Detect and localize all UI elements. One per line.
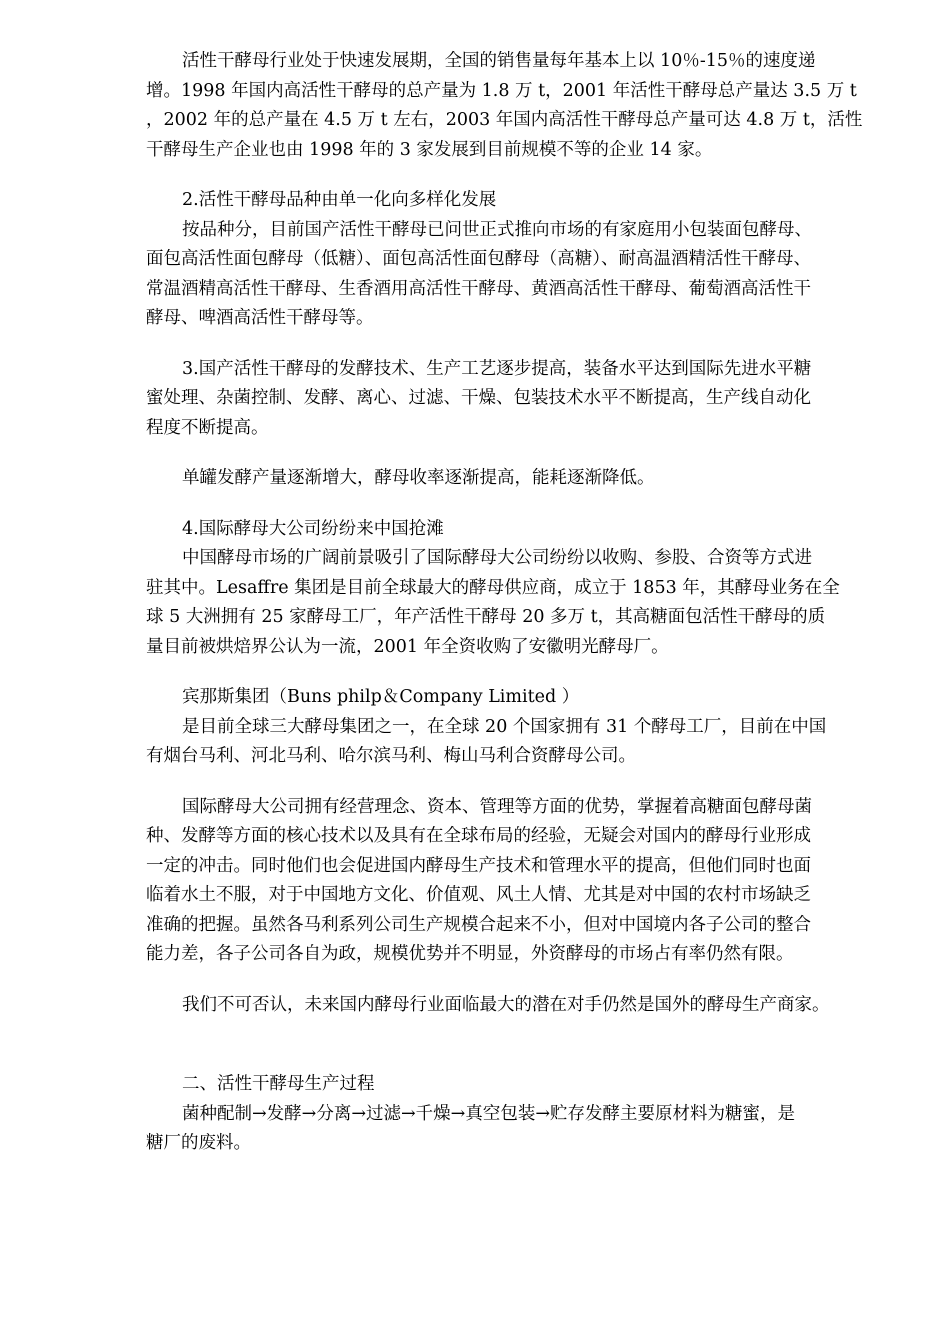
heading-international: 4.国际酵母大公司纷纷来中国抢滩 bbox=[182, 518, 444, 539]
text-line: 种、发酵等方面的核心技术以及具有在全球布局的经验，无疑会对国内的酵母行业形成 bbox=[146, 826, 811, 846]
text-line: 3.国产活性干酵母的发酵技术、生产工艺逐步提高，装备水平达到国际先进水平糖 bbox=[182, 358, 812, 379]
paragraph-industry-growth bbox=[146, 47, 886, 165]
paragraph-gap bbox=[146, 494, 886, 515]
text-line: 面包高活性面包酵母（低糖）、面包高活性面包酵母（高糖）、耐高温酒精活性干酵母、 bbox=[146, 249, 811, 269]
text-line: 能力差，各子公司各自为政，规模优势并不明显，外资酵母的市场占有率仍然有限。 bbox=[146, 944, 794, 964]
text-line: ，2002 年的总产量在 4.5 万 t 左右，2003 年国内高活性干酵母总产量可达 4.8 万 t，活性 bbox=[146, 110, 863, 130]
text-line: 准确的把握。虽然各马利系列公司生产规模合起来不小，但对中国境内各子公司的整合 bbox=[146, 914, 811, 935]
paragraph-gap bbox=[146, 334, 886, 355]
text-line: 球 5 大洲拥有 25 家酵母工厂，年产活性干酵母 20 多万 t，其高糖面包活性干酵母的质 bbox=[146, 607, 826, 627]
text-line: 中国酵母市场的广阔前景吸引了国际酵母大公司纷纷以收购、参股、合资等方式进 bbox=[182, 548, 812, 568]
text-line: 蜜处理、杂菌控制、发酵、离心、过滤、干燥、包装技术水平不断提高，生产线自动化 bbox=[146, 388, 811, 408]
text-line: 干酵母生产企业也由 1998 年的 3 家发展到目前规模不等的企业 14 家。 bbox=[146, 139, 713, 160]
heading-burns-philp: 宾那斯集团（Buns philp＆Company Limited ） bbox=[182, 687, 580, 707]
text-line: 一定的冲击。同时他们也会促进国内酵母生产技术和管理水平的提高，但他们同时也面 bbox=[146, 855, 811, 876]
paragraph-lesaffre bbox=[146, 544, 886, 662]
paragraph-gap bbox=[146, 970, 886, 991]
paragraph-gap bbox=[146, 443, 886, 464]
text-line: 有烟台马利、河北马利、哈尔滨马利、梅山马利合资酵母公司。 bbox=[146, 746, 636, 766]
paragraph-gap bbox=[146, 662, 886, 683]
text-line: 常温酒精高活性干酵母、生香酒用高活性干酵母、黄酒高活性干酵母、葡萄酒高活性干 bbox=[146, 278, 811, 299]
paragraph-conclusion: 我们不可否认，未来国内酵母行业面临最大的潜在对手仍然是国外的酵母生产商家。 bbox=[182, 994, 830, 1015]
text-line: 是目前全球三大酵母集团之一，在全球 20 个国家拥有 31 个酵母工厂，目前在中国 bbox=[182, 716, 827, 737]
text-line: 按品种分，目前国产活性干酵母已问世正式推向市场的有家庭用小包装面包酵母、 bbox=[182, 219, 812, 240]
text-line: 菌种配制→发酵→分离→过滤→千燥→真空包装→贮存发酵主要原材料为糖蜜，是 bbox=[182, 1103, 795, 1124]
paragraph-gap bbox=[146, 772, 886, 793]
text-line: 糖厂的废料。 bbox=[146, 1133, 251, 1153]
text-line: 增。1998 年国内高活性干酵母的总产量为 1.8 万 t，2001 年活性干酵母总产量达 3.5 万 t bbox=[146, 80, 857, 101]
paragraph-burns-philp bbox=[146, 713, 886, 772]
paragraph-varieties bbox=[146, 216, 886, 334]
paragraph-efficiency: 单罐发酵产量逐渐增大，酵母收率逐渐提高，能耗逐渐降低。 bbox=[182, 468, 655, 488]
text-line: 程度不断提高。 bbox=[146, 417, 269, 438]
text-line: 国际酵母大公司拥有经营理念、资本、管理等方面的优势，掌握着高糖面包酵母菌 bbox=[182, 796, 812, 817]
text-line: 量目前被烘焙界公认为一流，2001 年全资收购了安徽明光酵母厂。 bbox=[146, 636, 669, 657]
section-heading-production: 二、活性干酵母生产过程 bbox=[182, 1074, 375, 1094]
text-line: 酵母、啤酒高活性干酵母等。 bbox=[146, 308, 374, 328]
text-line: 活性干酵母行业处于快速发展期，全国的销售量每年基本上以 10％-15％的速度递 bbox=[182, 51, 816, 71]
document-body bbox=[146, 47, 886, 1159]
paragraph-technology bbox=[146, 355, 886, 444]
text-line: 临着水土不服，对于中国地方文化、价值观、风土人情、尤其是对中国的农村市场缺乏 bbox=[146, 885, 811, 905]
paragraph-production bbox=[146, 1100, 886, 1159]
section-gap bbox=[146, 1020, 886, 1070]
paragraph-gap bbox=[146, 165, 886, 186]
heading-varieties: 2.活性干酵母品种由单一化向多样化发展 bbox=[182, 190, 497, 210]
text-line: 驻其中。Lesaffre 集团是目前全球最大的酵母供应商，成立于 1853 年，其酵母业务在全 bbox=[146, 577, 840, 598]
paragraph-competition bbox=[146, 793, 886, 970]
